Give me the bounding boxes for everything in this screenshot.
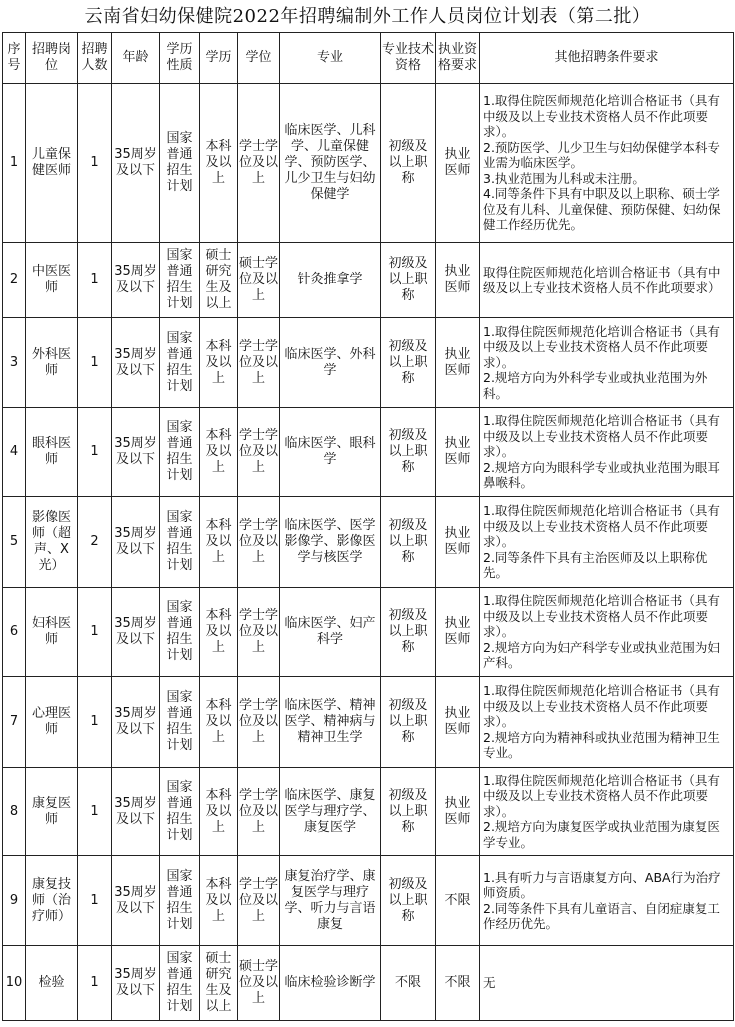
requirement-item: 1.取得住院医师规范化培训合格证书（具有中级及以上专业技术资格人员不作此项要求）。 [483, 323, 720, 370]
table-row [3, 768, 734, 856]
cell-tech-qual: 初级及以上职称 [381, 588, 436, 677]
requirement-item: 1.取得住院医师规范化培训合格证书（具有中级及以上专业技术资格人员不作此项要求）。 [483, 413, 720, 460]
table-row [3, 408, 734, 497]
cell-edu-type: 国家普通招生计划 [160, 946, 200, 1021]
cell-no: 5 [3, 497, 26, 588]
cell-degree: 学士学位及以上 [238, 677, 280, 768]
cell-major: 临床医学、医学影像学、影像医学与核医学 [280, 497, 381, 588]
cell-edu-type: 国家普通招生计划 [160, 856, 200, 946]
cell-edu-type: 国家普通招生计划 [160, 408, 200, 497]
table-row [3, 946, 734, 1021]
header-count: 招聘人数 [78, 33, 112, 84]
cell-no: 4 [3, 408, 26, 497]
cell-other-requirements [480, 677, 734, 768]
cell-age: 35周岁及以下 [112, 946, 160, 1021]
cell-post: 妇科医师 [26, 588, 78, 677]
cell-other-requirements [480, 856, 734, 946]
table-row [3, 318, 734, 408]
cell-edu-type: 国家普通招生计划 [160, 588, 200, 677]
cell-post: 影像医师（超声、X光） [26, 497, 78, 588]
cell-practice-qual: 执业医师 [436, 677, 480, 768]
cell-edu-type: 国家普通招生计划 [160, 768, 200, 856]
requirement-item: 1.取得住院医师规范化培训合格证书（具有中级及以上专业技术资格人员不作此项要求）。 [483, 593, 720, 640]
cell-age: 35周岁及以下 [112, 768, 160, 856]
cell-no: 2 [3, 243, 26, 318]
cell-post: 眼科医师 [26, 408, 78, 497]
cell-count: 1 [78, 768, 112, 856]
cell-edu: 本科及以上 [200, 768, 238, 856]
cell-degree: 学士学位及以上 [238, 768, 280, 856]
cell-edu: 本科及以上 [200, 318, 238, 408]
header-post: 招聘岗位 [26, 33, 78, 84]
header-edu: 学历 [200, 33, 238, 84]
cell-practice-qual: 不限 [436, 856, 480, 946]
cell-post: 外科医师 [26, 318, 78, 408]
cell-no: 9 [3, 856, 26, 946]
requirement-item: 2.规培方向为精神科或执业范围为精神卫生专业。 [483, 729, 720, 761]
cell-no: 8 [3, 768, 26, 856]
cell-no: 10 [3, 946, 26, 1021]
cell-practice-qual: 执业医师 [436, 588, 480, 677]
requirement-item: 1.取得住院医师规范化培训合格证书（具有中级及以上专业技术资格人员不作此项要求）。 [483, 683, 720, 730]
cell-edu-type: 国家普通招生计划 [160, 84, 200, 243]
cell-degree: 学士学位及以上 [238, 856, 280, 946]
header-edu-type: 学历性质 [160, 33, 200, 84]
cell-other-requirements [480, 497, 734, 588]
cell-count: 1 [78, 856, 112, 946]
cell-major: 临床医学、儿科学、儿童保健学、预防医学、儿少卫生与妇幼保健学 [280, 84, 381, 243]
requirement-item: 1.取得住院医师规范化培训合格证书（具有中级及以上专业技术资格人员不作此项要求）。 [483, 772, 720, 819]
cell-age: 35周岁及以下 [112, 497, 160, 588]
cell-tech-qual: 初级及以上职称 [381, 243, 436, 318]
table-row [3, 677, 734, 768]
cell-other-requirements [480, 768, 734, 856]
cell-age: 35周岁及以下 [112, 677, 160, 768]
cell-practice-qual: 执业医师 [436, 84, 480, 243]
cell-other-requirements [480, 588, 734, 677]
requirement-item: 2.规培方向为眼科学专业或执业范围为眼耳鼻喉科。 [483, 459, 720, 491]
cell-edu-type: 国家普通招生计划 [160, 243, 200, 318]
cell-count: 1 [78, 588, 112, 677]
cell-degree: 学士学位及以上 [238, 408, 280, 497]
cell-practice-qual: 执业医师 [436, 497, 480, 588]
table-header-row [3, 33, 734, 84]
cell-edu: 硕士研究生及以上 [200, 243, 238, 318]
header-other: 其他招聘条件要求 [480, 33, 734, 84]
cell-no: 1 [3, 84, 26, 243]
cell-other-requirements [480, 243, 734, 318]
cell-count: 1 [78, 84, 112, 243]
requirement-item: 4.同等条件下具有中职及以上职称、硕士学位及有儿科、儿童保健、预防保健、妇幼保健工作经历优先。 [483, 186, 721, 233]
cell-tech-qual: 初级及以上职称 [381, 318, 436, 408]
cell-no: 3 [3, 318, 26, 408]
cell-degree: 学士学位及以上 [238, 588, 280, 677]
header-age: 年龄 [112, 33, 160, 84]
cell-edu-type: 国家普通招生计划 [160, 318, 200, 408]
header-no: 序号 [3, 33, 26, 84]
requirement-item: 1.取得住院医师规范化培训合格证书（具有中级及以上专业技术资格人员不作此项要求）。 [483, 503, 720, 550]
cell-post: 心理医师 [26, 677, 78, 768]
cell-count: 1 [78, 318, 112, 408]
cell-degree: 硕士学位及以上 [238, 946, 280, 1021]
cell-count: 2 [78, 497, 112, 588]
cell-edu: 硕士研究生及以上 [200, 946, 238, 1021]
requirement-item: 无 [483, 975, 496, 991]
cell-edu-type: 国家普通招生计划 [160, 497, 200, 588]
cell-count: 1 [78, 946, 112, 1021]
header-practice-qual: 执业资格要求 [436, 33, 480, 84]
cell-major: 康复治疗学、康复医学与理疗学、听力与言语康复 [280, 856, 381, 946]
requirement-item: 2.规培方向为妇产科学专业或执业范围为妇产科。 [483, 639, 720, 671]
cell-age: 35周岁及以下 [112, 84, 160, 243]
cell-other-requirements [480, 318, 734, 408]
cell-major: 临床检验诊断学 [280, 946, 381, 1021]
cell-tech-qual: 初级及以上职称 [381, 84, 436, 243]
cell-other-requirements [480, 408, 734, 497]
cell-other-requirements [480, 946, 734, 1021]
cell-practice-qual: 执业医师 [436, 243, 480, 318]
cell-tech-qual: 初级及以上职称 [381, 497, 436, 588]
requirement-item: 取得住院医师规范化培训合格证书（具有中级及以上专业技术资格人员不作此项要求） [483, 264, 721, 295]
cell-age: 35周岁及以下 [112, 318, 160, 408]
cell-age: 35周岁及以下 [112, 588, 160, 677]
table-row [3, 84, 734, 243]
cell-post: 中医医师 [26, 243, 78, 318]
cell-tech-qual: 初级及以上职称 [381, 856, 436, 946]
table-row [3, 856, 734, 946]
cell-degree: 学士学位及以上 [238, 318, 280, 408]
document-title: 云南省妇幼保健院2022年招聘编制外工作人员岗位计划表（第二批） [84, 6, 651, 27]
cell-tech-qual: 初级及以上职称 [381, 408, 436, 497]
cell-edu: 本科及以上 [200, 677, 238, 768]
cell-practice-qual: 执业医师 [436, 408, 480, 497]
table-row [3, 497, 734, 588]
cell-age: 35周岁及以下 [112, 856, 160, 946]
cell-major: 临床医学、康复医学与理疗学、康复医学 [280, 768, 381, 856]
cell-practice-qual: 执业医师 [436, 768, 480, 856]
table-row [3, 243, 734, 318]
cell-practice-qual: 不限 [436, 946, 480, 1021]
requirement-item: 2.预防医学、儿少卫生与妇幼保健学本科专业需为临床医学。 [483, 139, 720, 171]
recruitment-plan-table [2, 32, 734, 1021]
cell-count: 1 [78, 243, 112, 318]
cell-degree: 学士学位及以上 [238, 84, 280, 243]
cell-major: 临床医学、外科学 [280, 318, 381, 408]
cell-edu: 本科及以上 [200, 408, 238, 497]
cell-major: 针灸推拿学 [280, 243, 381, 318]
cell-major: 临床医学、精神医学、精神病与精神卫生学 [280, 677, 381, 768]
cell-major: 临床医学、妇产科学 [280, 588, 381, 677]
cell-post: 康复医师 [26, 768, 78, 856]
cell-edu: 本科及以上 [200, 84, 238, 243]
cell-edu: 本科及以上 [200, 497, 238, 588]
requirement-item: 1.取得住院医师规范化培训合格证书（具有中级及以上专业技术资格人员不作此项要求）。 [483, 93, 720, 140]
cell-age: 35周岁及以下 [112, 243, 160, 318]
cell-post: 检验 [26, 946, 78, 1021]
cell-count: 1 [78, 677, 112, 768]
table-row [3, 588, 734, 677]
cell-tech-qual: 初级及以上职称 [381, 677, 436, 768]
cell-post: 康复技师（治疗师） [26, 856, 78, 946]
header-tech-qual: 专业技术资格 [381, 33, 436, 84]
cell-degree: 硕士学位及以上 [238, 243, 280, 318]
cell-edu: 本科及以上 [200, 856, 238, 946]
requirement-item: 2.规培方向为康复医学或执业范围为康复医学专业。 [483, 819, 720, 850]
cell-edu-type: 国家普通招生计划 [160, 677, 200, 768]
requirement-item: 2.同等条件下具有儿童语言、自闭症康复工作经历优先。 [483, 900, 720, 931]
cell-count: 1 [78, 408, 112, 497]
cell-major: 临床医学、眼科学 [280, 408, 381, 497]
cell-no: 7 [3, 677, 26, 768]
cell-age: 35周岁及以下 [112, 408, 160, 497]
requirement-item: 2.规培方向为外科学专业或执业范围为外科。 [483, 370, 708, 401]
requirement-item: 2.同等条件下具有主治医师及以上职称优先。 [483, 549, 708, 581]
requirement-item: 3.执业范围为儿科或未注册。 [483, 170, 645, 186]
cell-tech-qual: 不限 [381, 946, 436, 1021]
cell-other-requirements [480, 84, 734, 243]
requirement-item: 1.具有听力与言语康复方向、ABA行为治疗师资质。 [483, 869, 721, 900]
cell-no: 6 [3, 588, 26, 677]
cell-post: 儿童保健医师 [26, 84, 78, 243]
header-major: 专业 [280, 33, 381, 84]
cell-practice-qual: 执业医师 [436, 318, 480, 408]
cell-edu: 本科及以上 [200, 588, 238, 677]
header-degree: 学位 [238, 33, 280, 84]
cell-tech-qual: 初级及以上职称 [381, 768, 436, 856]
cell-degree: 学士学位及以上 [238, 497, 280, 588]
table-body [3, 84, 734, 1021]
